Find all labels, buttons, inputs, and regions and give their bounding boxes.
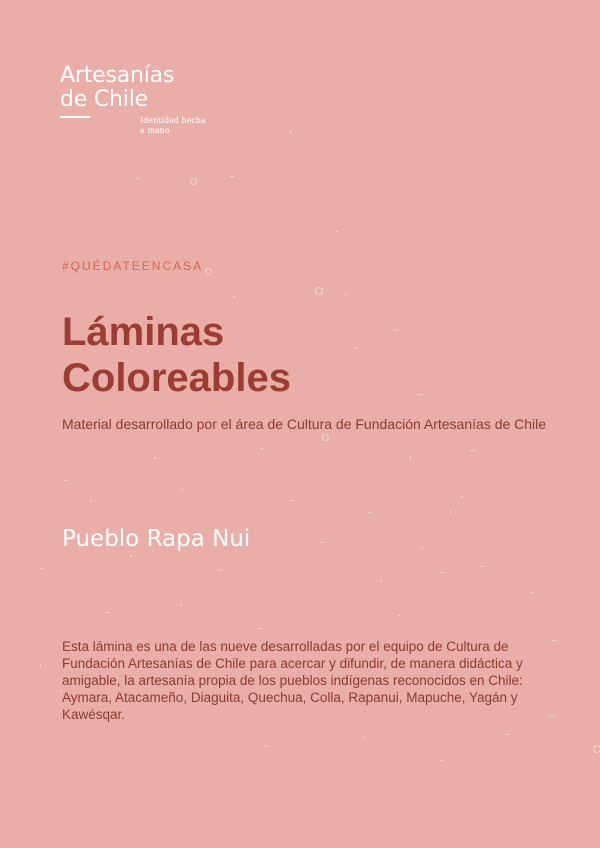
hashtag-label: #QUÉDATEENCASA <box>62 259 204 273</box>
logo-line-1: Artesanías <box>60 63 175 88</box>
page-subtitle: Material desarrollado por el área de Cultura de Fundación Artesanías de Chile <box>62 416 547 432</box>
description-paragraph: Esta lámina es una de las nueve desarrolladas por el equipo de Cultura de Fundación Artesanías de Chile para acercar y difundir, de manera didáctica y amigable, la artesanía propia de los pueblos indígenas reconocidos en Chile: Aymara, Atacameño, Diaguita, Quechua, Colla, Rapanui, Mapuche, Yagán y Kawésqar. <box>62 639 523 722</box>
page-title <box>62 309 291 401</box>
logo-line-2: de Chile <box>60 87 148 112</box>
logo-tagline: Identidad hecha a mano <box>140 116 206 135</box>
people-heading: Pueblo Rapa Nui <box>62 526 251 552</box>
title-line-1: Láminas <box>62 310 225 354</box>
title-line-2: Coloreables <box>62 356 291 400</box>
logo-underline <box>60 116 90 118</box>
brand-logo <box>60 63 206 135</box>
